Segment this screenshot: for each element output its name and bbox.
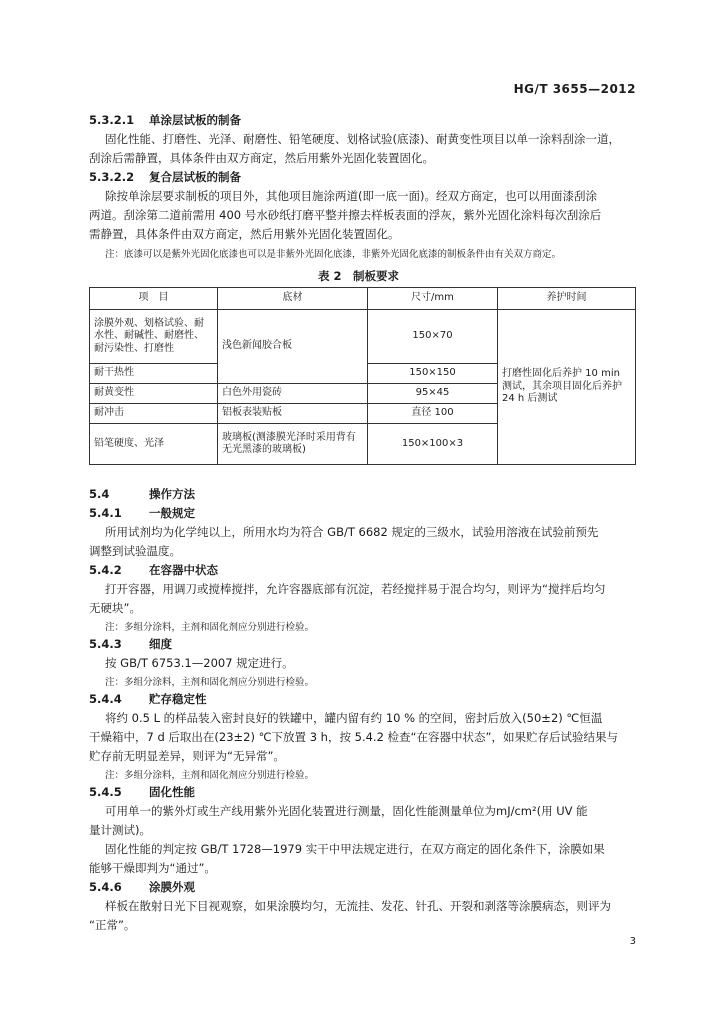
section-title: 单涂层试板的制备 [149,113,241,127]
item-cell: 涂膜外观、划格试验、耐水性、耐碱性、耐磨性、耐污染性、打磨性 [90,310,218,364]
note: 注：底漆可以是紫外光固化底漆也可以是非紫外光固化底漆，非紫外光固化底漆的制板条件由有关双方商定。 [105,249,562,260]
section-title: 涂膜外观 [149,880,195,894]
para-line: 贮存前无明显差异，则评为“无异常”。 [89,749,285,763]
para-line: 按 GB/T 6753.1—2007 规定进行。 [105,656,294,670]
size-cell: 150×150 [368,364,498,384]
item-cell: 耐冲击 [90,404,218,424]
para-line: 样板在散射日光下目视观察，如果涂膜均匀，无流挂、发花、针孔、开裂和剥落等涂膜病态，则评为 [105,899,611,913]
heading-545 [89,784,195,800]
section-number: 5.3.2.1 [89,113,135,127]
heading-542 [89,562,218,578]
section-number: 5.4.2 [89,563,122,577]
heading-546 [89,879,195,895]
section-title: 在容器中状态 [149,563,218,577]
para-line: 打开容器，用调刀或搅棒搅拌，允许容器底部有沉淀，若经搅拌易于混合均匀，则评为“搅拌后均匀 [105,582,606,596]
column-header: 尺寸/mm [368,288,498,310]
section-title: 复合层试板的制备 [149,170,241,184]
para-line: 干燥箱中，7 d 后取出在(23±2) ℃下放置 3 h，按 5.4.2 检查“在容器中状态”，如果贮存后试验结果与 [89,730,618,744]
section-number: 5.4 [89,487,110,501]
size-cell: 直径 100 [368,404,498,424]
para-line: 能够干燥即判为“通过”。 [89,861,216,875]
heading-5322 [89,169,241,185]
section-number: 5.4.3 [89,637,122,651]
note: 注：多组分涂料，主剂和固化剂应分别进行检验。 [105,770,315,781]
section-number: 5.4.5 [89,785,122,799]
section-number: 5.4.4 [89,692,122,706]
cure-time-cell: 打磨性固化后养护 10 min 测试，其余项目固化后养护 24 h 后测试 [498,310,636,465]
requirements-table [89,287,636,465]
note: 注：多组分涂料，主剂和固化剂应分别进行检验。 [105,622,315,633]
heading-541 [89,505,195,521]
section-number: 5.4.1 [89,506,122,520]
para-line: 刮涂后需静置，具体条件由双方商定，然后用紫外光固化装置固化。 [89,151,434,165]
table-header-row [90,288,636,310]
para-line: 固化性能的判定按 GB/T 1728—1979 实干中甲法规定进行，在双方商定的固化条件下，涂膜如果 [105,842,605,856]
item-cell: 铅笔硬度、光泽 [90,424,218,465]
substrate-cell: 玻璃板(测漆膜光泽时采用背有无光黑漆的玻璃板) [218,424,368,465]
size-cell: 95×45 [368,384,498,404]
para-line: 两道。刮涂第二道前需用 400 号水砂纸打磨平整并擦去样板表面的浮灰，紫外光固化涂料每次刮涂后 [89,208,602,222]
section-title: 细度 [149,637,172,651]
size-cell: 150×100×3 [368,424,498,465]
heading-543 [89,636,172,652]
column-header: 项 目 [90,288,218,310]
substrate-cell: 浅色新闻胶合板 [218,310,368,384]
heading-544 [89,691,207,707]
page-number: 3 [629,936,636,947]
item-cell: 耐干热性 [90,364,218,384]
para-line: 无硬块”。 [89,601,141,615]
para-line: 可用单一的紫外灯或生产线用紫外光固化装置进行测量，固化性能测量单位为mJ/cm²(用 UV 能 [105,804,588,818]
table-caption: 表 2 制板要求 [318,269,400,283]
note: 注：多组分涂料，主剂和固化剂应分别进行检验。 [105,677,315,688]
item-cell: 耐黄变性 [90,384,218,404]
heading-5321 [89,112,241,128]
section-title: 固化性能 [149,785,195,799]
para-line: “正常”。 [89,918,136,932]
size-cell: 150×70 [368,310,498,364]
section-title: 操作方法 [149,487,195,501]
para-line: 固化性能、打磨性、光泽、耐磨性、铅笔硬度、划格试验(底漆)、耐黄变性项目以单一涂料刮涂一道， [105,132,620,146]
substrate-cell: 白色外用瓷砖 [218,384,368,404]
heading-54 [89,486,195,502]
table-row [90,310,636,364]
para-line: 需静置，具体条件由双方商定，然后用紫外光固化装置固化。 [89,227,400,241]
section-number: 5.4.6 [89,880,122,894]
para-line: 量计测试)。 [89,823,151,837]
substrate-cell: 铝板表装贴板 [218,404,368,424]
para-line: 所用试剂均为化学纯以上，所用水均为符合 GB/T 6682 规定的三级水，试验用溶液在试验前预先 [105,525,599,539]
para-line: 除按单涂层要求制板的项目外，其他项目施涂两道(即一底一面)。经双方商定，也可以用面漆刮涂 [105,189,597,203]
para-line: 将约 0.5 L 的样品装入密封良好的铁罐中，罐内留有约 10 % 的空间，密封后放入(50±2) ℃恒温 [105,711,603,725]
column-header: 养护时间 [498,288,636,310]
section-title: 一般规定 [149,506,195,520]
column-header: 底材 [218,288,368,310]
section-number: 5.3.2.2 [89,170,135,184]
standard-header: HG/T 3655—2012 [513,82,636,96]
section-title: 贮存稳定性 [149,692,207,706]
para-line: 调整到试验温度。 [89,544,181,558]
